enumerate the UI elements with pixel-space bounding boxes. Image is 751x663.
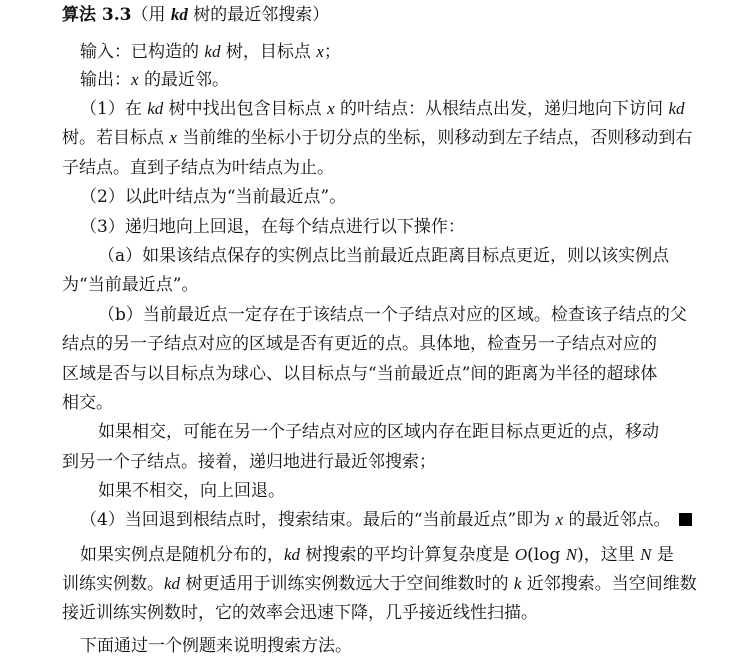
end-of-proof-square-icon [679, 513, 692, 526]
step4-line: （4）当回退到根结点时，搜索结束。最后的“当前最近点”即为 x 的最近邻点。 [80, 510, 692, 530]
para1-line2: 训练实例数。kd 树更适用于训练实例数远大于空间维数时的 k 近邻搜索。当空间维数 [62, 574, 697, 594]
step3b-line3: 区域是否与以目标点为球心、以目标点与“当前最近点”间的距离为半径的超球体 [62, 364, 658, 384]
step3b-line1: （b）当前最近点一定存在于该结点一个子结点对应的区域。检查该子结点的父 [98, 305, 687, 325]
step3c-line2: 到另一个子结点。接着，递归地进行最近邻搜索； [62, 452, 436, 472]
algorithm-title: 算法 3.3（用 kd 树的最近邻搜索） [62, 5, 330, 25]
step2-line: （2）以此叶结点为“当前最近点”。 [80, 187, 347, 207]
step3b-line2: 结点的另一子结点对应的区域是否有更近的点。具体地，检查另一子结点对应的 [62, 334, 657, 354]
algorithm-label: 算法 3.3 [62, 5, 132, 25]
output-line: 输出：x 的最近邻。 [80, 70, 229, 90]
step1-line2: 树。若目标点 x 当前维的坐标小于切分点的坐标，则移动到左子结点，否则移动到右 [62, 128, 693, 148]
step3-line: （3）递归地向上回退，在每个结点进行以下操作： [80, 217, 465, 237]
para2-line: 下面通过一个例题来说明搜索方法。 [80, 636, 352, 656]
step3a-line1: （a）如果该结点保存的实例点比当前最近点距离目标点更近，则以该实例点 [98, 246, 670, 266]
step3b-line4: 相交。 [62, 393, 113, 413]
step1-line3: 子结点。直到子结点为叶结点为止。 [62, 158, 334, 178]
step3a-line2: 为“当前最近点”。 [62, 275, 199, 295]
input-line: 输入：已构造的 kd 树，目标点 x； [80, 42, 341, 62]
step3d-line1: 如果不相交，向上回退。 [98, 481, 285, 501]
step1-line1: （1）在 kd 树中找出包含目标点 x 的叶结点：从根结点出发，递归地向下访问 kd [80, 99, 685, 119]
para1-line3: 接近训练实例数时，它的效率会迅速下降，几乎接近线性扫描。 [62, 603, 538, 623]
step3c-line1: 如果相交，可能在另一个子结点对应的区域内存在距目标点更近的点，移动 [98, 422, 659, 442]
para1-line1: 如果实例点是随机分布的，kd 树搜索的平均计算复杂度是 O(log N)，这里 N 是 [80, 545, 674, 565]
